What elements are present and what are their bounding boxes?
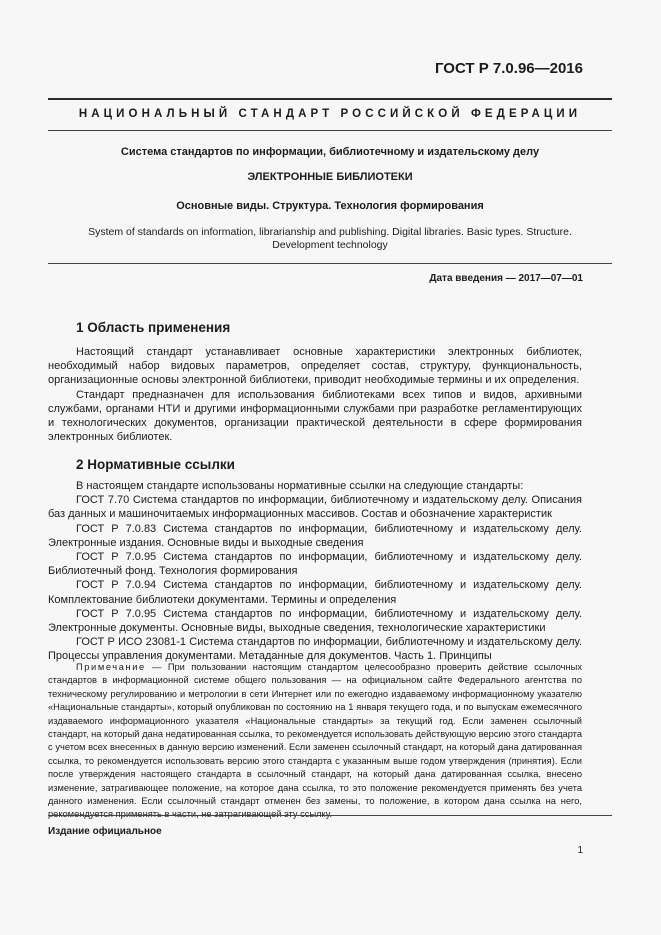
document-main-title: ЭЛЕКТРОННЫЕ БИБЛИОТЕКИ — [247, 171, 413, 183]
reference-item: ГОСТ 7.70 Система стандартов по информации, библиотечному и издательскому делу. Описания баз данных и машиночитаемых информационных массивов. Состав и обозначение характеристик — [48, 494, 582, 521]
document-code: ГОСТ Р 7.0.96—2016 — [434, 60, 583, 77]
document-subtitle: Основные виды. Структура. Технология формирования — [176, 200, 484, 212]
page-number: 1 — [577, 845, 583, 856]
note-text: — При пользовании настоящим стандартом целесообразно проверить действие ссылочных стандартов в информационной системе общего пользования — на официальном сайте Федерального агентства по техническому регулированию и метрологии в сети Интернет или по ежегодно издаваемому информационному указателю «Национальные стандарты», который опубликован по состоянию на 1 января текущего года, и по выпускам ежемесячного издаваемого информационного указателя «Национальные стандарты» за текущий год. Если заменен ссылочный стандарт, на который дана недатированная ссылка, то рекомендуется использовать действующую версию этого стандарта с учетом всех внесенных в данную версию изменений. Если заменен ссылочный стандарт, на который дана датированная ссылка, то рекомендуется использовать версию этого стандарта с указанным выше годом утверждения (принятия). Если после утверждения настоящего стандарта в ссылочный стандарт, на который дана датированная ссылка, внесено изменение, затрагивающее положение, на которое дана ссылка, то это положение рекомендуется применять без учета данного изменения. Если ссылочный стандарт отменен без замены, то положение, в котором дана ссылка на него, — [48, 662, 582, 807]
introduction-date: Дата введения — 2017—07—01 — [429, 273, 583, 284]
official-edition-label: Издание официальное — [48, 826, 162, 837]
note-paragraph — [48, 661, 582, 822]
title-rule — [48, 130, 612, 131]
reference-item: ГОСТ Р ИСО 23081-1 Система стандартов по информации, библиотечному и издательскому делу. Процессы управления документами. Метаданные для документов. Часть 1. Принципы — [48, 636, 582, 663]
section-1-body — [48, 345, 582, 444]
note-label: Примечание — [76, 662, 146, 672]
reference-item: ГОСТ Р 7.0.83 Система стандартов по информации, библиотечному и издательскому делу. Электронные издания. Основные виды и выходные сведения — [48, 522, 582, 549]
reference-item: ГОСТ Р 7.0.95 Система стандартов по информации, библиотечному и издательскому делу. Электронные документы. Основные виды, выходные сведения, технологические характеристики — [48, 607, 582, 635]
standards-series: Система стандартов по информации, библиотечному и издательскому делу — [120, 146, 540, 158]
top-rule — [48, 98, 612, 100]
section-1-paragraph: Настоящий стандарт устанавливает основные характеристики электронных библиотек, необходимый набор видовых параметров, определяет состав, структуру, функциональность, организационные основы электронной библиотеки, приводит необходимые термины и их определения. — [48, 346, 582, 387]
section-1-paragraph: Стандарт предназначен для использования библиотеками всех типов и видов, архивными службами, органами НТИ и другими информационными службами при разработке регламентирующих и технологических документов, организации практической деятельности в сфере формирования электронных библиотек. — [48, 388, 582, 444]
intro-rule — [48, 263, 612, 264]
footer-rule — [48, 815, 612, 816]
note-block — [48, 661, 582, 822]
section-1-heading: 1 Область применения — [76, 320, 231, 335]
english-title: System of standards on information, librarianship and publishing. Digital libraries. Basic types. Structure. Development technology — [88, 226, 572, 251]
reference-item: ГОСТ Р 7.0.95 Система стандартов по информации, библиотечному и издательскому делу. Библиотечный фонд. Технология формирования — [48, 551, 582, 578]
section-2-body — [48, 479, 582, 664]
section-2-heading: 2 Нормативные ссылки — [76, 457, 235, 472]
reference-item: ГОСТ Р 7.0.94 Система стандартов по информации, библиотечному и издательскому делу. Комплектование библиотеки документами. Термины и определения — [48, 579, 582, 606]
references-intro: В настоящем стандарте использованы нормативные ссылки на следующие стандарты: — [76, 480, 524, 492]
national-standard-title: НАЦИОНАЛЬНЫЙ СТАНДАРТ РОССИЙСКОЙ ФЕДЕРАЦИИ — [78, 108, 582, 120]
